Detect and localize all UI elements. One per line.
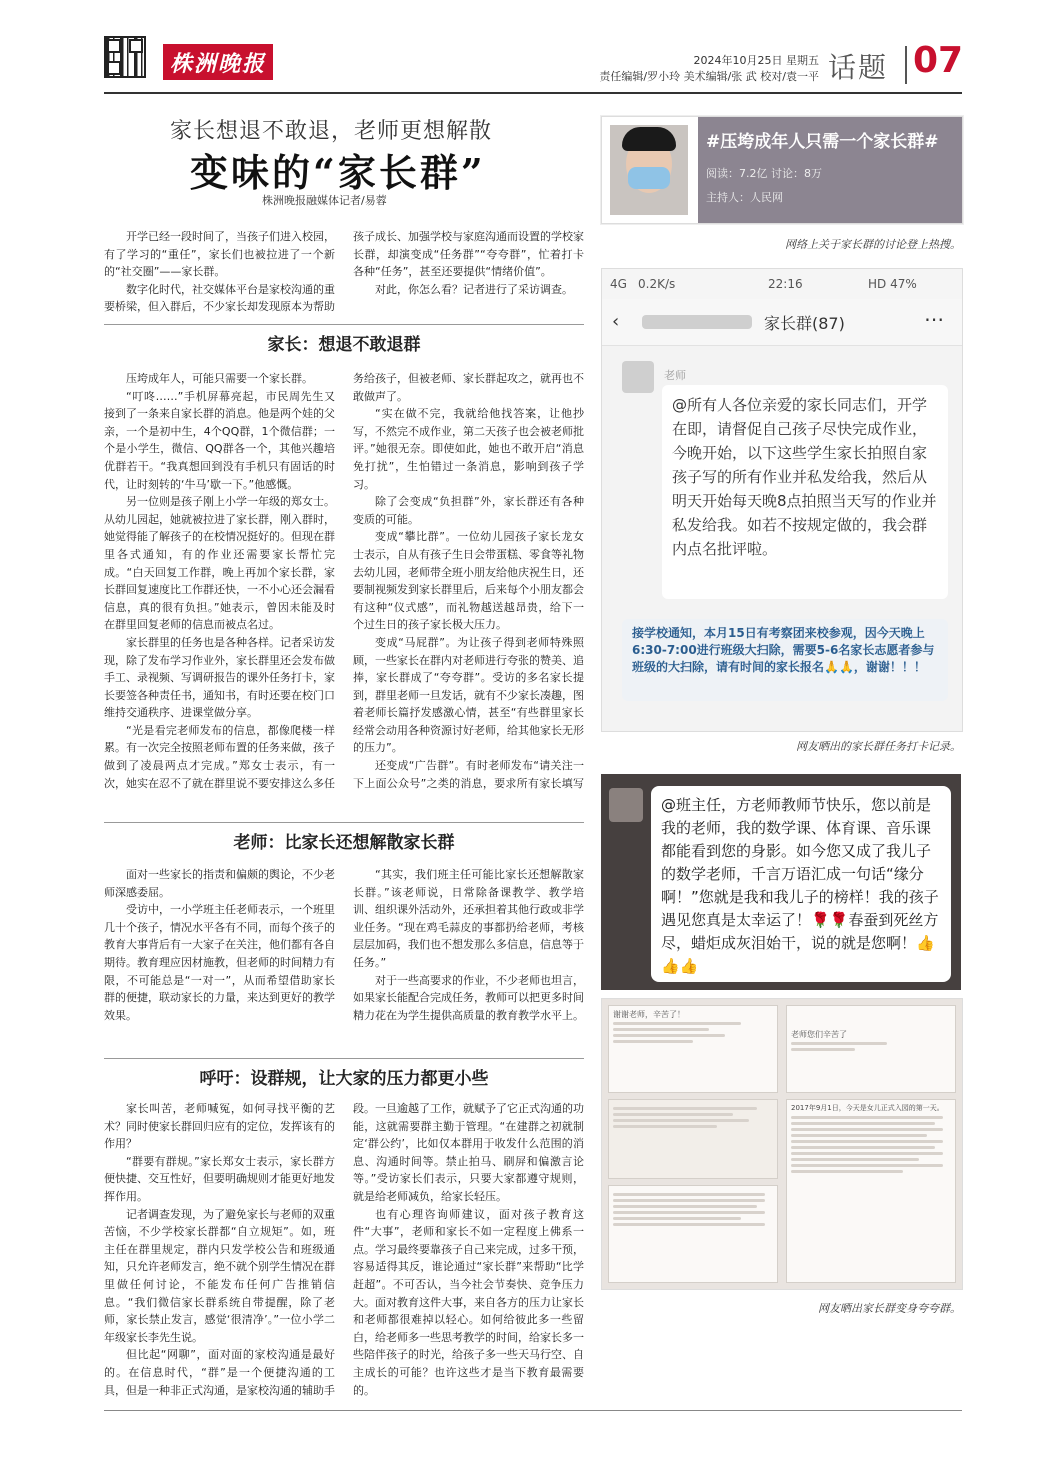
message-bubble: @所有人各位亲爱的家长同志们，开学在即，请督促自己孩子尽快完成作业，今晚开始，以下这些学生家长拍照自家孩子写的所有作业并私发给我，然后从明天开始每天晚8点拍照当天写的作业并私发给我。如若不按规定做的，我会群内点名批评啦。: [662, 385, 948, 599]
topic-host: 主持人：人民网: [706, 191, 783, 204]
body-paragraph: 变成“马屁群”。为让孩子得到老师特殊照顾，一些家长在群内对老师进行夸张的赞美、追捧，家长群成了“夸夸群”。受访的多名家长提到，群里老师一旦发话，就有不少家长凑趣，图着老师长篇抒发感激心情，甚至“有些群里家长经常会动用各种资源讨好老师，给其他家长无形的压力”。: [353, 635, 584, 755]
photo-caption: 网络上关于家长群的讨论登上热搜。: [785, 238, 961, 251]
shot-title: 2017年9月1日，今天是女儿正式入园的第一天。: [791, 1104, 944, 1112]
praise-message: @班主任，方老师教师节快乐，您以前是我的老师，我的数学课、体育课、音乐课都能看到您的身影。如今您又成了我儿子的数学老师，千言万语汇成一句话“缘分啊！”您就是我和我儿子的榜样！我的孩子遇见您真是太幸运了！🌹🌹春蚕到死丝方尽，蜡炬成灰泪始干，说的就是您啊！👍👍👍: [651, 786, 951, 982]
section2-heading: 老师：比家长还想解散家长群: [233, 833, 455, 853]
qr-code: [104, 36, 146, 78]
section2-body: [104, 866, 584, 1046]
section-rule: [104, 822, 584, 823]
time-label: 22:16: [768, 277, 803, 291]
body-paragraph: “群要有群规。”家长郑女士表示，家长群方便快捷、交互性好，但要明确规则才能更好地发挥作用。: [104, 1154, 335, 1203]
article-subtitle: 家长想退不敢退，老师更想解散: [170, 119, 493, 144]
body-paragraph: “光是看完老师发布的信息，都像爬楼一样累。有一次完全按照老师布置的任务来做，孩子做到了凌晨两点才完成。”郑女士表示，有一次，她实在忍不了就在群里说不要安排这么多任务给孩子，但被老师、家长群起攻之，就再也不敢做声了。: [104, 372, 584, 790]
masthead-rule: [104, 92, 962, 94]
chat-screenshot: [601, 774, 961, 990]
speed-label: 0.2K/s: [638, 277, 676, 291]
article-headline: 变味的“家长群”: [190, 150, 486, 195]
section3-heading: 呼吁：设群规，让大家的压力都更小些: [199, 1069, 489, 1089]
body-paragraph: 但比起“网聊”，面对面的家校沟通是最好的。在信息时代，“群”是一个便捷沟通的工具，但是一种非正式沟通，是家校沟通的辅助手段。一旦逾越了工作，就赋予了它正式沟通的功能，这就需要群主勤于管理。“在建群之初就制定‘群公约’，比如仅本群用于收发什么范围的消息、沟通时间等。禁止拍马、刷屏和偏激言论等。”受访家长们表示，只要大家都遵守规则，就是给老师减负，给家长轻压。: [104, 1102, 584, 1397]
body-paragraph: 除了会变成“负担群”外，家长群还有各种变质的可能。: [353, 495, 584, 526]
screenshot-collage: [601, 998, 963, 1290]
battery-label: HD 47%: [868, 277, 917, 291]
chat-header: [602, 299, 962, 346]
chat-shot: [786, 1099, 956, 1283]
sender-avatar: [622, 361, 654, 393]
photo-caption: 网友晒出家长群变身夸夸群。: [818, 1302, 961, 1315]
body-paragraph: 也有心理咨询师建议，面对孩子教育这件“大事”，老师和家长不如一定程度上佛系一点。学习最终要靠孩子自己来完成，过多干预，容易适得其反，谁论通过“家长群”来帮助“比学赶超”。不可否认，当今社会节奏快、竞争压力大。面对教育这件大事，来自各方的压力让家长和老师都很难掉以轻心。如何给彼此多一些留白，给老师多一些思考教学的时间，给家长多一些陪伴孩子的时光，给孩子多一些天马行空、自主成长的可能？也许这些才是当下教育最需要的。: [353, 1207, 584, 1397]
section-label: 话题: [828, 51, 889, 84]
section-rule: [104, 1058, 584, 1059]
section1-body: [104, 370, 584, 810]
chat-shot: [786, 1005, 956, 1093]
body-paragraph: 受访中，一小学班主任老师表示，一个班里几十个孩子，情况水平各有不同，而每个孩子的教育大事背后有一大家子在关注，他们都有各自期待。教育理应因材施教，但老师的时间精力有限，不可能总是“一对一”，从而希望借助家长群的便捷，联动家长的力量，来达到更好的教学效果。: [104, 903, 335, 1022]
chat-shot: [608, 1005, 778, 1093]
body-paragraph: 家长叫苦，老师喊冤，如何寻找平衡的艺术？同时使家长群回归应有的定位，发挥该有的作用？: [104, 1102, 335, 1151]
intro-paragraph: 开学已经一段时间了，当孩子们进入校园，有了学习的“重任”，家长们也被拉进了一个新的“社交圈”——家长群。: [104, 230, 335, 279]
topic-hashtag: #压垮成年人只需一个家长群#: [706, 132, 939, 152]
notice-bubble: 接学校通知，本月15日有考察团来校参观，因今天晚上6:30-7:00进行班级大扫除，需要5-6名家长志愿者参与班级的大扫除，请有时间的家长报名🙏🙏，谢谢！！！: [622, 619, 948, 701]
sender-name: 老师: [664, 369, 686, 382]
section-divider: [905, 46, 907, 84]
photo-caption: 网友晒出的家长群任务打卡记录。: [796, 740, 961, 753]
status-bar: [602, 269, 962, 299]
phone-screenshot: [601, 268, 963, 732]
body-paragraph: 压垮成年人，可能只需要一个家长群。: [126, 372, 313, 385]
editor-credits: 责任编辑/罗小玲 美术编辑/张 武 校对/袁一平: [599, 70, 819, 83]
body-paragraph: “实在做不完，我就给他找答案，让他抄写，不然完不成作业，第二天孩子也会被老师批评。”她很无奈。即使如此，她也不敢开启“消息免打扰”，生怕错过一条消息，影响到孩子学习。: [353, 407, 584, 491]
body-paragraph: 变成“攀比群”。一位幼儿园孩子家长龙女士表示，自从有孩子生日会带蛋糕、零食等礼物去幼儿园，老师带全班小朋友给他庆祝生日，还要制视频发到家长群里后，后来每个小朋友都会有这种“仪式感”，而礼物越送越昂贵，给下一个过生日的孩子家长极大压力。: [353, 530, 584, 632]
section-rule: [104, 324, 584, 325]
body-paragraph: “叮咚……”手机屏幕亮起，市民周先生又接到了一条来自家长群的消息。他是两个娃的父亲，一个是初中生，4个QQ群，1个微信群；一个是小学生，微信、QQ群各一个，其他兴趣培优群若干。“我真想回到没有手机只有固话的时代，让时刻转的‘牛马’歇一下。”他感慨。: [104, 389, 335, 491]
body-paragraph: 面对一些家长的指责和偏颇的舆论，不少老师深感委屈。: [104, 868, 335, 899]
shot-title: 谢谢老师，辛苦了！: [613, 1010, 685, 1019]
page-number: 07: [913, 40, 964, 81]
section1-heading: 家长：想退不敢退群: [267, 335, 421, 355]
topic-stats: 阅读：7.2亿 讨论：8万: [706, 167, 822, 180]
shot-title: 老师您们辛苦了: [791, 1030, 847, 1039]
section3-body: [104, 1100, 584, 1400]
intro-paragraph: 对此，你怎么看？记者进行了采访调查。: [375, 282, 573, 296]
body-paragraph: 家长群里的任务也是各种各样。记者采访发现，除了发布学习作业外，家长群里还会发布做手工、录视频、写调研报告的课外任务打卡，家长要签各种责任书，通知书，有时还要在校门口维持交通秩序、进课堂做分享。: [104, 635, 335, 720]
host-photo: [610, 125, 688, 215]
body-paragraph: 对于一些高要求的作业，不少老师也坦言，如果家长能配合完成任务，教师可以把更多时间精力花在为学生提供高质量的教育教学水平上。: [353, 973, 584, 1022]
article-intro: [104, 228, 584, 328]
chat-shot: [608, 1185, 778, 1283]
body-paragraph: 另一位则是孩子刚上小学一年级的郑女士。从幼儿园起，她就被拉进了家长群，刚入群时，她觉得能了解孩子的在校情况挺好的。但现在群里各式通知，有的作业还需要家长帮忙完成。“白天回复工作群，晚上再加个家长群，家长群回复速度比工作群还快，一不小心还会漏看信息，真的很有负担。”她表示，曾因未能及时在群里回复老师的信息而被点名过。: [104, 495, 335, 632]
body-paragraph: “其实，我们班主任可能比家长还想解散家长群。”该老师说，日常除备课教学、教学培训、组织课外活动外，还承担着其他行政或非学业任务。“现在鸡毛蒜皮的事都扔给老师，考核层层加码，我们也不想发那么多信息，信息等于任务。”: [353, 868, 584, 969]
back-icon[interactable]: ‹: [612, 311, 620, 332]
sender-avatar: [609, 788, 643, 822]
group-name: 家长群(87): [764, 314, 845, 333]
body-paragraph: 记者调查发现，为了避免家长与老师的双重苦恼，不少学校家长群都“自立规矩”。如，班主任在群里规定，群内只发学校公告和班级通知，只允许老师发言，绝不就个别学生情况在群里做任何讨论，不能发布任何广告推销信息。“我们微信家长群系统自带提醒，除了老师，家长禁止发言，感觉‘很清净’。”一位小学二年级家长李先生说。: [104, 1207, 335, 1344]
issue-date: 2024年10月25日 星期五: [693, 54, 819, 67]
network-label: 4G: [610, 277, 627, 291]
intro-paragraph: 数字化时代，社交媒体平台是家校沟通的重要桥梁，但入群后，不少家长却发现原本为帮助孩子成长、加强学校与家庭沟通而设置的学校家长群，却演变成“任务群”“夸夸群”，忙着打卡各种“任务”，甚至还要提供“情绪价值”。: [104, 230, 584, 314]
more-icon[interactable]: ⋯: [924, 307, 944, 331]
body-paragraph: 还变成“广告群”。有时老师发布“请关注一下上面公众号”之类的消息，要求所有家长填写: [353, 759, 584, 790]
article-byline: 株洲晚报融媒体记者/易蓉: [262, 194, 387, 207]
blurred-name: [642, 315, 752, 329]
footer-rule: [104, 1410, 962, 1411]
trending-topic-card: [601, 116, 963, 224]
newspaper-logo: 株洲晚报: [163, 44, 273, 80]
chat-shot: [608, 1099, 778, 1179]
